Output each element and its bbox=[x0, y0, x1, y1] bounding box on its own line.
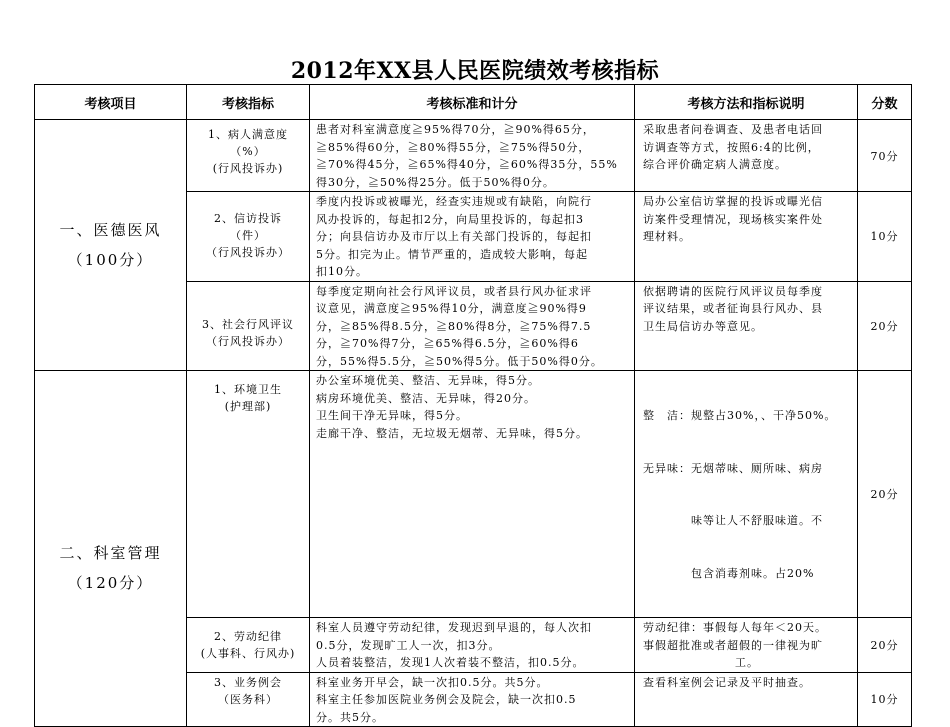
indicator-line: （医务科） bbox=[218, 692, 278, 706]
indicator-line: (护理部) bbox=[224, 400, 272, 413]
score-cell: 20分 bbox=[858, 618, 912, 673]
indicator-line: 3、社会行风评议 bbox=[202, 317, 294, 331]
category-cell bbox=[35, 371, 187, 727]
document-title: 2012年XX县人民医院绩效考核指标 bbox=[290, 58, 660, 84]
indicator-line: （行风投诉办） bbox=[206, 246, 290, 259]
category-points: （100分） bbox=[67, 251, 154, 269]
score-cell: 20分 bbox=[858, 371, 912, 618]
indicator-line: （件） bbox=[230, 229, 266, 242]
method-line: 局办公室信访掌握的投诉或曝光信 bbox=[643, 195, 823, 208]
header-standard: 考核标准和计分 bbox=[310, 85, 635, 120]
indicator-line: 2、劳动纪律 bbox=[214, 630, 282, 643]
method-line: 综合评价确定病人满意度。 bbox=[643, 158, 787, 171]
standard-line: ≧70%得45分，≧65%得40分，≧60%得35分，55% bbox=[316, 158, 618, 171]
method-line: 依据聘请的医院行风评议员每季度 bbox=[643, 284, 823, 298]
category-points: （120分） bbox=[67, 573, 154, 592]
indicator-cell bbox=[187, 120, 310, 192]
category-name: 二、科室管理 bbox=[59, 543, 162, 562]
method-line: 访案件受理情况，现场核实案件处 bbox=[643, 212, 823, 226]
indicator-line: 2、信访投诉 bbox=[214, 212, 282, 225]
method-line: 理材料。 bbox=[643, 230, 691, 243]
method-line: 事假超批准或者超假的一律视为旷 bbox=[643, 638, 823, 652]
header-method: 考核方法和指标说明 bbox=[635, 85, 858, 120]
header-indicator: 考核指标 bbox=[187, 85, 310, 120]
method-line: 评议结果，或者征询县行风办、县 bbox=[643, 302, 823, 315]
method-line: 劳动纪律：事假每人每年＜20天。 bbox=[643, 621, 827, 634]
indicator-cell bbox=[187, 281, 310, 371]
category-cell bbox=[35, 120, 187, 371]
indicator-line: （%） bbox=[230, 145, 266, 158]
standard-cell bbox=[310, 192, 635, 282]
standard-line: ≧85%得60分，≧80%得55分，≧75%得50分， bbox=[316, 140, 591, 154]
table-row bbox=[35, 371, 912, 618]
method-cell bbox=[635, 618, 858, 673]
indicator-cell bbox=[187, 618, 310, 673]
indicator-line: （行风投诉办） bbox=[206, 334, 290, 348]
standard-line: 分。共5分。 bbox=[316, 710, 384, 724]
header-score: 分数 bbox=[858, 85, 912, 120]
indicator-line: (行风投诉办) bbox=[212, 162, 284, 175]
standard-line: 办公室环境优美、整洁、无异味，得5分。 bbox=[316, 374, 540, 387]
standard-line: 人员着装整洁，发现1人次着装不整洁，扣0.5分。 bbox=[316, 656, 585, 669]
method-line: 查看科室例会记录及平时抽查。 bbox=[643, 675, 811, 689]
standard-line: 科室人员遵守劳动纪律，发现迟到早退的，每人次扣 bbox=[316, 621, 592, 634]
standard-line: 科室主任参加医院业务例会及院会，缺一次扣0.5 bbox=[316, 693, 577, 706]
standard-cell bbox=[310, 281, 635, 371]
category-name: 一、医德医风 bbox=[59, 221, 162, 239]
standard-line: 分，55%得5.5分，≧50%得5分。低于50%得0分。 bbox=[316, 354, 603, 368]
method-line: 访调查等方式，按照6:4的比例， bbox=[643, 140, 820, 154]
standard-line: 科室业务开早会，缺一次扣0.5分。共5分。 bbox=[316, 675, 549, 689]
indicator-cell bbox=[187, 371, 310, 618]
method-line: 采取患者问卷调查、及患者电话回 bbox=[643, 123, 823, 136]
method-line: 卫生局信访办等意见。 bbox=[643, 319, 763, 333]
standard-line: 病房环境优美、整洁、无异味，得20分。 bbox=[316, 391, 536, 405]
standard-cell bbox=[310, 618, 635, 673]
header-item: 考核项目 bbox=[35, 85, 187, 120]
standard-cell bbox=[310, 120, 635, 192]
indicator-line: 1、环境卫生 bbox=[214, 383, 282, 396]
header-row bbox=[35, 85, 912, 120]
indicator-line: 1、病人满意度 bbox=[208, 128, 288, 141]
indicator-line: (人事科、行风办) bbox=[200, 647, 296, 660]
method-cell bbox=[635, 281, 858, 371]
method-line: 包含消毒剂味。占20% bbox=[643, 566, 815, 580]
indicator-line: 3、业务例会 bbox=[214, 675, 282, 689]
score-cell: 10分 bbox=[858, 672, 912, 727]
standard-line: 0.5分，发现旷工人一次，扣3分。 bbox=[316, 638, 501, 652]
method-cell bbox=[635, 192, 858, 282]
method-line: 味等让人不舒服味道。不 bbox=[643, 514, 823, 527]
assessment-table bbox=[34, 84, 912, 727]
method-cell bbox=[635, 371, 858, 618]
standard-cell bbox=[310, 672, 635, 727]
method-line: 工。 bbox=[735, 656, 759, 669]
indicator-cell bbox=[187, 672, 310, 727]
standard-line: 扣10分。 bbox=[316, 265, 368, 278]
standard-line: 季度内投诉或被曝光，经查实违规或有缺陷，向院行 bbox=[316, 195, 592, 208]
method-cell bbox=[635, 672, 858, 727]
method-line: 整 洁：规整占30%，、干净50%。 bbox=[643, 409, 837, 422]
method-line: 无异味：无烟蒂味、厕所味、病房 bbox=[643, 461, 823, 475]
standard-line: 5分。扣完为止。情节严重的，造成较大影响，每起 bbox=[316, 247, 588, 261]
table-row bbox=[35, 120, 912, 192]
score-cell: 70分 bbox=[858, 120, 912, 192]
standard-line: 分，≧70%得7分，≧65%得6.5分，≧60%得6 bbox=[316, 337, 579, 350]
score-cell: 10分 bbox=[858, 192, 912, 282]
method-cell bbox=[635, 120, 858, 192]
standard-line: 每季度定期向社会行风评议员，或者县行风办征求评 bbox=[316, 284, 592, 298]
standard-line: 得30分，≧50%得25分。低于50%得0分。 bbox=[316, 175, 555, 189]
score-cell: 20分 bbox=[858, 281, 912, 371]
standard-line: 分；向县信访办及市厅以上有关部门投诉的，每起扣 bbox=[316, 230, 592, 243]
indicator-cell bbox=[187, 192, 310, 282]
standard-cell bbox=[310, 371, 635, 618]
standard-line: 分，≧85%得8.5分，≧80%得8分，≧75%得7.5 bbox=[316, 319, 592, 333]
standard-line: 议意见，满意度≧95%得10分，满意度≧90%得9 bbox=[316, 302, 587, 315]
standard-line: 走廊干净、整洁，无垃圾无烟蒂、无异味，得5分。 bbox=[316, 426, 588, 440]
standard-line: 患者对科室满意度≧95%得70分，≧90%得65分， bbox=[316, 123, 595, 136]
standard-line: 卫生间干净无异味，得5分。 bbox=[316, 409, 468, 422]
standard-line: 风办投诉的，每起扣2分，向局里投诉的，每起扣3 bbox=[316, 212, 584, 226]
